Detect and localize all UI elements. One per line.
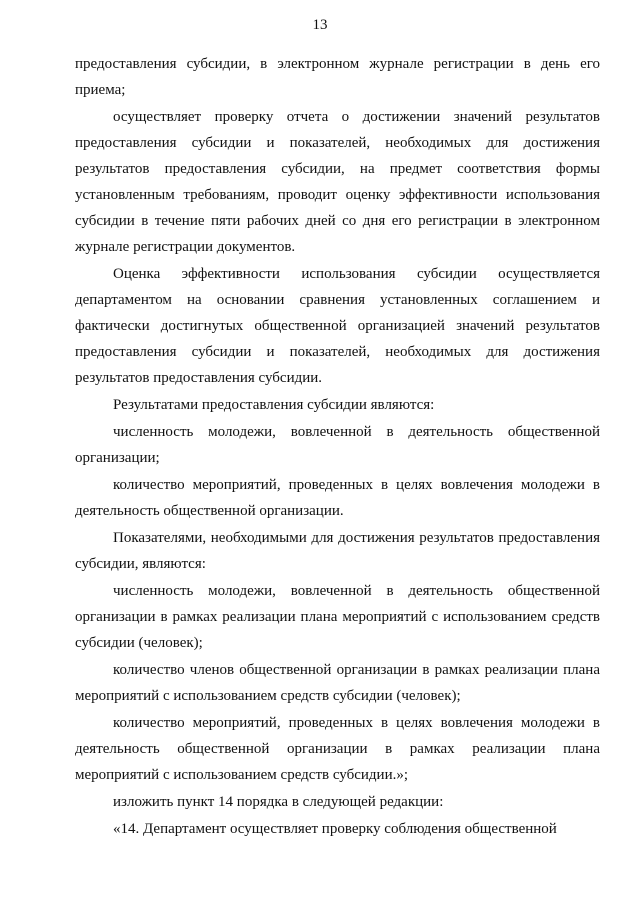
paragraph: «14. Департамент осуществляет проверку соблюдения общественной bbox=[113, 821, 557, 837]
document-body bbox=[75, 51, 600, 843]
paragraph: Показателями, необходимыми для достижения результатов предоставления субсидии, являются: bbox=[75, 530, 600, 572]
paragraph: количество членов общественной организации в рамках реализации плана мероприятий с использованием средств субсидии (человек); bbox=[75, 662, 600, 704]
paragraph: количество мероприятий, проведенных в целях вовлечения молодежи в деятельность общественной организации. bbox=[75, 477, 600, 519]
paragraph: изложить пункт 14 порядка в следующей редакции: bbox=[113, 794, 444, 810]
paragraph: осуществляет проверку отчета о достижении значений результатов предоставления субсидии и показателей, необходимых для достижения результатов предоставления субсидии, на предмет соответствия формы установленным требованиям, проводит оценку эффективности использования субсидии в течение пяти рабочих дней со дня его регистрации в электронном журнале регистрации документов. bbox=[75, 109, 600, 255]
paragraph: Оценка эффективности использования субсидии осуществляется департаментом на основании сравнения установленных соглашением и фактически достигнутых общественной организацией значений результатов предоставления субсидии и показателей, необходимых для достижения результатов предоставления субсидии. bbox=[75, 266, 600, 386]
paragraph: количество мероприятий, проведенных в целях вовлечения молодежи в деятельность общественной организации в рамках реализации плана мероприятий с использованием средств субсидии.»; bbox=[75, 715, 600, 783]
paragraph: Результатами предоставления субсидии являются: bbox=[113, 397, 435, 413]
paragraph: предоставления субсидии, в электронном журнале регистрации в день его приема; bbox=[75, 56, 600, 98]
paragraph: численность молодежи, вовлеченной в деятельность общественной организации в рамках реализации плана мероприятий с использованием средств субсидии (человек); bbox=[75, 583, 600, 651]
paragraph: численность молодежи, вовлеченной в деятельность общественной организации; bbox=[75, 424, 600, 466]
page-number: 13 bbox=[312, 17, 328, 33]
